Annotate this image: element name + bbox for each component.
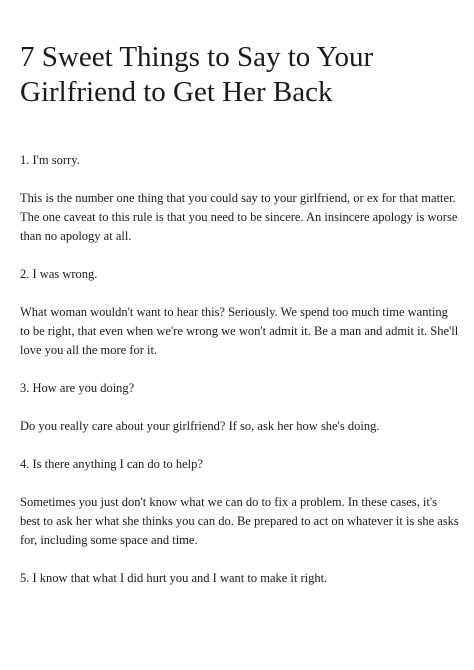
list-heading-2: 2. I was wrong. [20, 267, 98, 281]
body-paragraph-4: Sometimes you just don't know what we can do to fix a problem. In these cases, it's best to ask her what she thinks you can do. Be prepared to act on whatever it is she asks for, including some space and time. [20, 495, 459, 547]
body-paragraph-1: This is the number one thing that you could say to your girlfriend, or ex for that matter. The one caveat to this rule is that you need to be sincere. An insincere apology is worse than no apology at all. [20, 191, 458, 243]
body-paragraph-3: Do you really care about your girlfriend? If so, ask her how she's doing. [20, 419, 380, 433]
document-page [20, 40, 460, 607]
list-heading-1: 1. I'm sorry. [20, 153, 80, 167]
document-title: 7 Sweet Things to Say to Your Girlfriend to Get Her Back [20, 41, 374, 108]
list-heading-3: 3. How are you doing? [20, 381, 135, 395]
body-paragraph-2: What woman wouldn't want to hear this? Seriously. We spend too much time wanting to be right, that even when we're wrong we won't admit it. Be a man and admit it. She'll love you all the more for it. [20, 305, 459, 357]
list-heading-5: 5. I know that what I did hurt you and I want to make it right. [20, 571, 328, 585]
list-heading-4: 4. Is there anything I can do to help? [20, 457, 203, 471]
